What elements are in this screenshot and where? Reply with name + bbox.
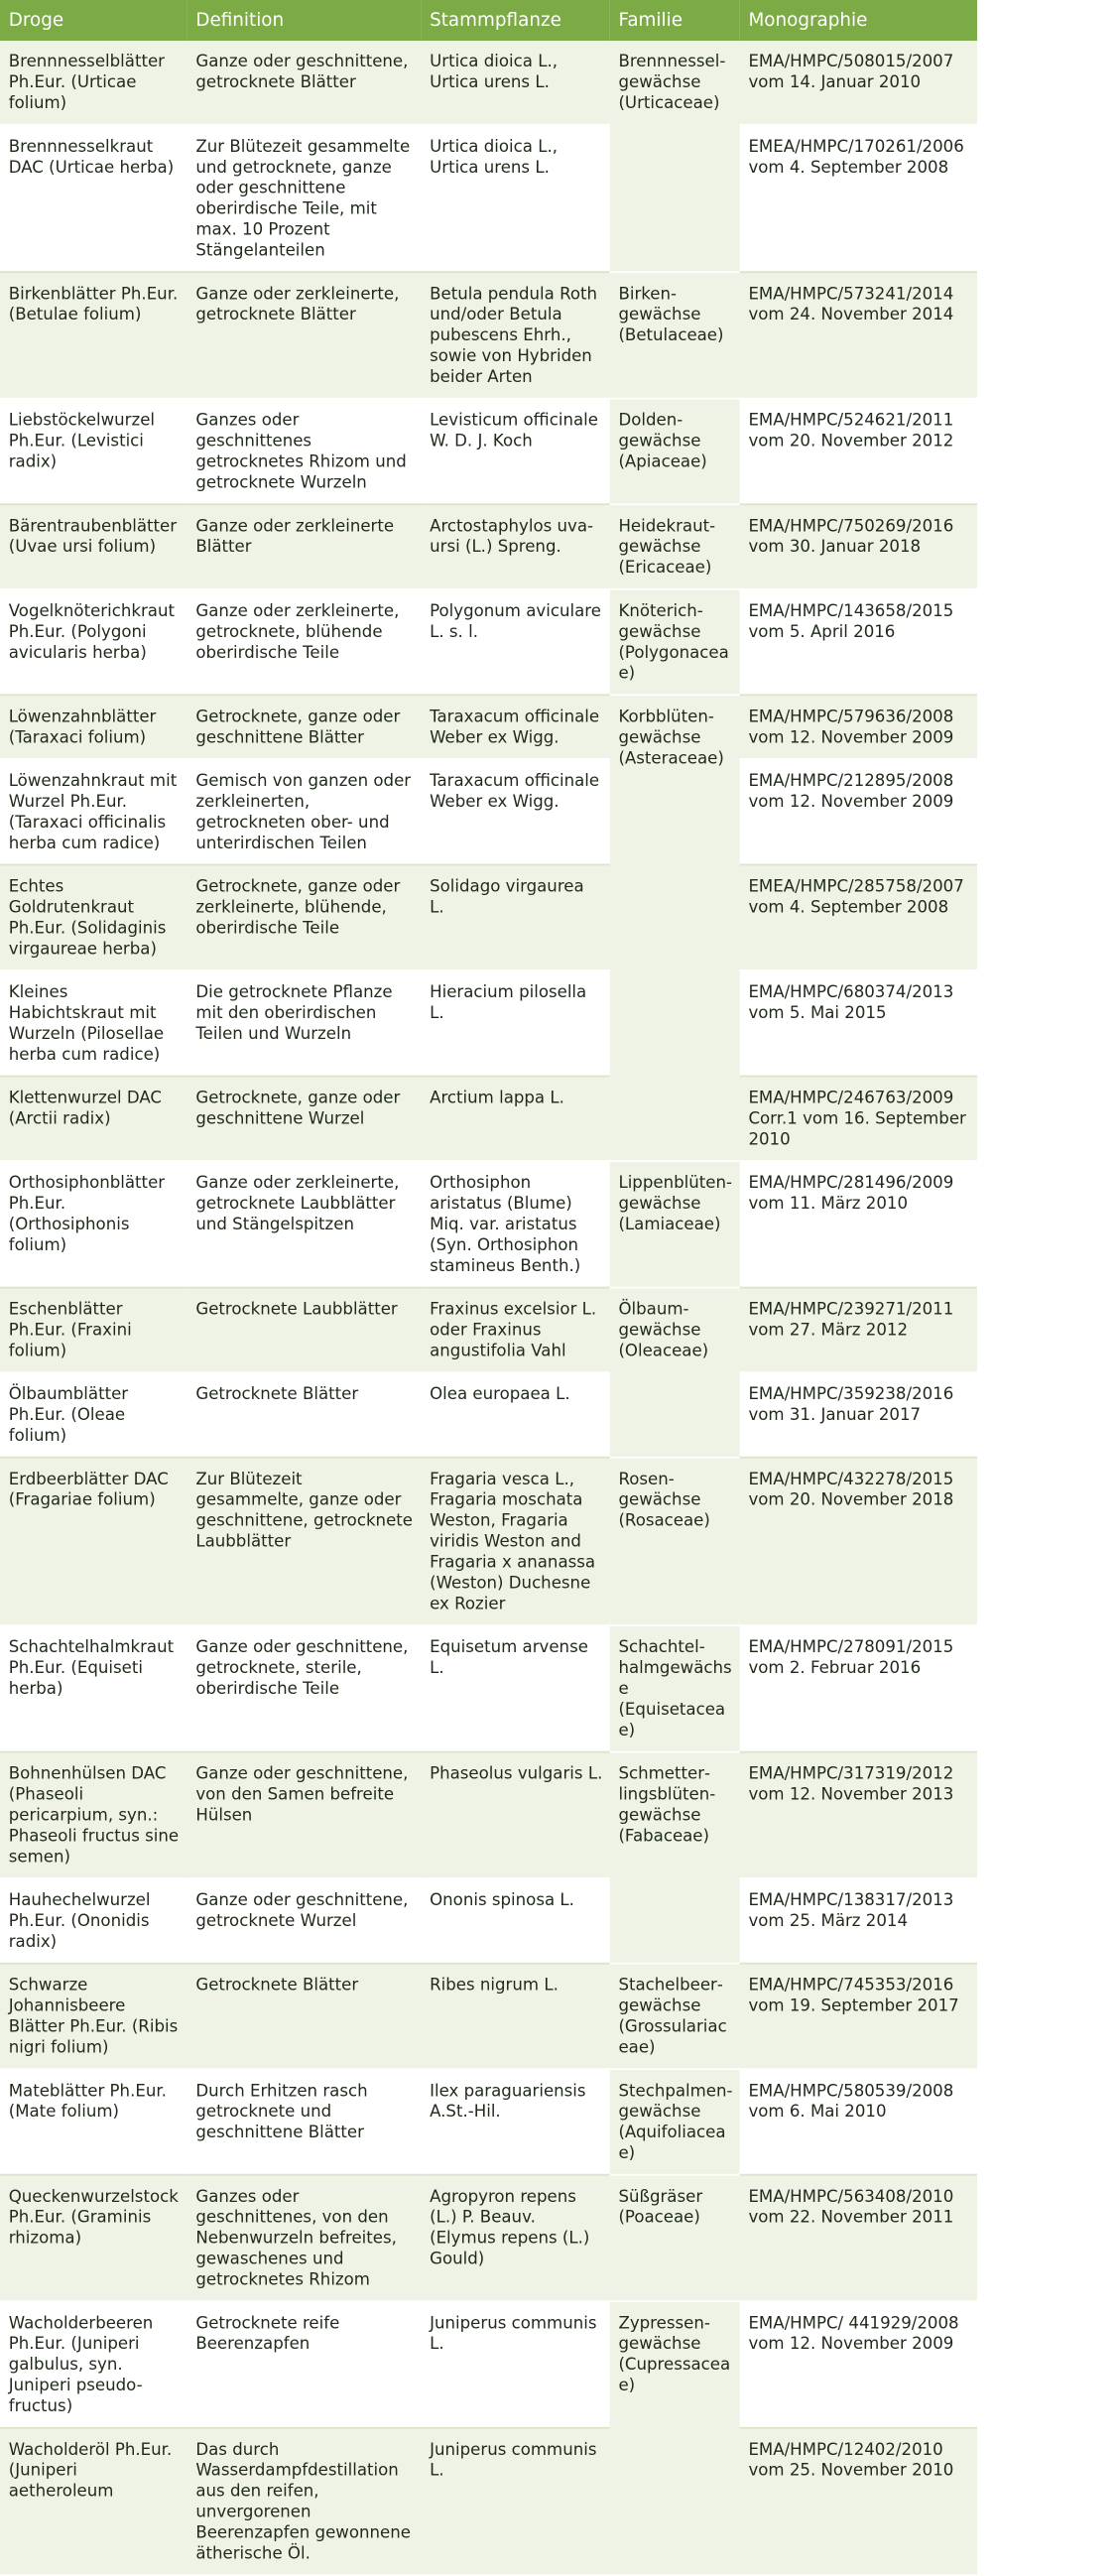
cell-monographie: EMA/HMPC/278091/2015 vom 2. Februar 2016 bbox=[740, 1625, 977, 1751]
cell-droge: Klettenwurzel DAC (Arctii radix) bbox=[0, 1077, 187, 1162]
cell-stammpflanze: Levisticum officinale W. D. J. Koch bbox=[421, 399, 609, 505]
cell-familie: Süßgräser (Poaceae) bbox=[610, 2175, 740, 2301]
table-row bbox=[0, 1964, 977, 2070]
cell-definition: Ganze oder geschnittene, getrocknete Wurzel bbox=[187, 1878, 422, 1964]
cell-definition: Getrocknete, ganze oder geschnittene Wurzel bbox=[187, 1077, 422, 1162]
cell-droge: Ölbaumblätter Ph.Eur. (Oleae folium) bbox=[0, 1372, 187, 1458]
cell-monographie: EMA/HMPC/580539/2008 vom 6. Mai 2010 bbox=[740, 2069, 977, 2175]
cell-familie: Heidekrautgewächse (Ericaceae) bbox=[610, 504, 740, 589]
cell-monographie: EMA/HMPC/ 441929/2008 vom 12. November 2009 bbox=[740, 2301, 977, 2427]
cell-definition: Getrocknete Laubblätter bbox=[187, 1288, 422, 1373]
table-row bbox=[0, 399, 977, 505]
cell-stammpflanze: Ribes nigrum L. bbox=[421, 1964, 609, 2070]
cell-monographie: EMA/HMPC/317319/2012 vom 12. November 2013 bbox=[740, 1752, 977, 1878]
cell-droge: Wacholderbeeren Ph.Eur. (Juniperi galbulus, syn. Juniperi pseudo-fructus) bbox=[0, 2301, 187, 2427]
table-row bbox=[0, 970, 977, 1077]
cell-definition: Getrocknete Blätter bbox=[187, 1964, 422, 2070]
cell-monographie: EMA/HMPC/138317/2013 vom 25. März 2014 bbox=[740, 1878, 977, 1964]
cell-monographie: EMA/HMPC/524621/2011 vom 20. November 2012 bbox=[740, 399, 977, 505]
cell-definition: Durch Erhitzen rasch getrocknete und geschnittene Blätter bbox=[187, 2069, 422, 2175]
cell-droge: Echtes Goldrutenkraut Ph.Eur. (Solidaginis virgaureae herba) bbox=[0, 864, 187, 970]
cell-monographie: EMA/HMPC/212895/2008 vom 12. November 2009 bbox=[740, 759, 977, 865]
cell-stammpflanze: Fraxinus excelsior L. oder Fraxinus angustifolia Vahl bbox=[421, 1288, 609, 1373]
cell-familie: Knöterichgewächse (Polygonaceae) bbox=[610, 589, 740, 696]
cell-droge: Brennnesselkraut DAC (Urticae herba) bbox=[0, 125, 187, 272]
table-body bbox=[0, 41, 977, 2575]
cell-monographie: EMA/HMPC/143658/2015 vom 5. April 2016 bbox=[740, 589, 977, 696]
table-row bbox=[0, 1077, 977, 1162]
header-row bbox=[0, 0, 977, 41]
table-row bbox=[0, 2428, 977, 2575]
cell-definition: Ganze oder geschnittene, getrocknete Blätter bbox=[187, 41, 422, 125]
cell-stammpflanze: Arctium lappa L. bbox=[421, 1077, 609, 1162]
cell-definition: Gemisch von ganzen oder zerkleinerten, getrockneten ober- und unterirdischen Teilen bbox=[187, 759, 422, 865]
cell-droge: Vogelknöterichkraut Ph.Eur. (Polygoni avicularis herba) bbox=[0, 589, 187, 696]
cell-stammpflanze: Solidago virgaurea L. bbox=[421, 864, 609, 970]
table-row bbox=[0, 2301, 977, 2427]
cell-definition: Getrocknete, ganze oder geschnittene Blätter bbox=[187, 695, 422, 759]
table-row bbox=[0, 759, 977, 865]
cell-familie: Brennnesselgewächse (Urticaceae) bbox=[610, 41, 740, 272]
cell-definition: Ganze oder geschnittene, getrocknete, sterile, oberirdische Teile bbox=[187, 1625, 422, 1751]
cell-droge: Hauhechelwurzel Ph.Eur. (Ononidis radix) bbox=[0, 1878, 187, 1964]
cell-droge: Löwenzahnkraut mit Wurzel Ph.Eur. (Taraxaci officinalis herba cum radice) bbox=[0, 759, 187, 865]
cell-stammpflanze: Polygonum aviculare L. s. l. bbox=[421, 589, 609, 696]
table-row bbox=[0, 2175, 977, 2301]
cell-monographie: EMA/HMPC/12402/2010 vom 25. November 2010 bbox=[740, 2428, 977, 2575]
cell-stammpflanze: Orthosiphon aristatus (Blume) Miq. var. aristatus (Syn. Orthosiphon stamineus Benth.) bbox=[421, 1161, 609, 1287]
cell-monographie: EMA/HMPC/246763/2009 Corr.1 vom 16. September 2010 bbox=[740, 1077, 977, 1162]
cell-definition: Ganze oder zerkleinerte Blätter bbox=[187, 504, 422, 589]
cell-definition: Ganze oder zerkleinerte, getrocknete, blühende oberirdische Teile bbox=[187, 589, 422, 696]
table-row bbox=[0, 1458, 977, 1625]
table-row bbox=[0, 1288, 977, 1373]
cell-stammpflanze: Olea europaea L. bbox=[421, 1372, 609, 1458]
cell-definition: Das durch Wasserdampfdestillation aus den reifen, unvergorenen Beerenzapfen gewonnene ätherische Öl. bbox=[187, 2428, 422, 2575]
table-row bbox=[0, 1878, 977, 1964]
table-row bbox=[0, 1752, 977, 1878]
cell-familie: Schmetterlingsblütengewächse (Fabaceae) bbox=[610, 1752, 740, 1964]
cell-definition: Ganze oder geschnittene, von den Samen befreite Hülsen bbox=[187, 1752, 422, 1878]
cell-familie: Rosengewächse (Rosaceae) bbox=[610, 1458, 740, 1625]
cell-stammpflanze: Fragaria vesca L., Fragaria moschata Weston, Fragaria viridis Weston and Fragaria x ananassa (Weston) Duchesne ex Rozier bbox=[421, 1458, 609, 1625]
cell-definition: Ganzes oder geschnittenes getrocknetes Rhizom und getrocknete Wurzeln bbox=[187, 399, 422, 505]
cell-definition: Zur Blütezeit gesammelte und getrocknete, ganze oder geschnittene oberirdische Teile, mit max. 10 Prozent Stängelanteilen bbox=[187, 125, 422, 272]
table-row bbox=[0, 125, 977, 272]
cell-monographie: EMA/HMPC/680374/2013 vom 5. Mai 2015 bbox=[740, 970, 977, 1077]
cell-definition: Getrocknete reife Beerenzapfen bbox=[187, 2301, 422, 2427]
cell-stammpflanze: Equisetum arvense L. bbox=[421, 1625, 609, 1751]
cell-monographie: EMA/HMPC/281496/2009 vom 11. März 2010 bbox=[740, 1161, 977, 1287]
cell-stammpflanze: Urtica dioica L., Urtica urens L. bbox=[421, 125, 609, 272]
cell-definition: Ganzes oder geschnittenes, von den Nebenwurzeln befreites, gewaschenes und getrocknetes Rhizom bbox=[187, 2175, 422, 2301]
cell-stammpflanze: Juniperus communis L. bbox=[421, 2301, 609, 2427]
cell-familie: Schachtelhalmgewächse (Equisetaceae) bbox=[610, 1625, 740, 1751]
cell-stammpflanze: Urtica dioica L., Urtica urens L. bbox=[421, 41, 609, 125]
cell-familie: Stachelbeergewächse (Grossulariaceae) bbox=[610, 1964, 740, 2070]
cell-definition: Ganze oder zerkleinerte, getrocknete Blätter bbox=[187, 272, 422, 398]
cell-droge: Brennnesselblätter Ph.Eur. (Urticae folium) bbox=[0, 41, 187, 125]
cell-familie: Ölbaumgewächse (Oleaceae) bbox=[610, 1288, 740, 1458]
cell-droge: Erdbeerblätter DAC (Fragariae folium) bbox=[0, 1458, 187, 1625]
table-row bbox=[0, 589, 977, 696]
table-row bbox=[0, 2069, 977, 2175]
cell-stammpflanze: Hieracium pilosella L. bbox=[421, 970, 609, 1077]
cell-monographie: EMEA/HMPC/285758/2007 vom 4. September 2008 bbox=[740, 864, 977, 970]
cell-droge: Wacholderöl Ph.Eur. (Juniperi aetheroleum bbox=[0, 2428, 187, 2575]
cell-monographie: EMA/HMPC/432278/2015 vom 20. November 2018 bbox=[740, 1458, 977, 1625]
cell-definition: Getrocknete Blätter bbox=[187, 1372, 422, 1458]
cell-stammpflanze: Juniperus communis L. bbox=[421, 2428, 609, 2575]
cell-familie: Lippenblütengewächse (Lamiaceae) bbox=[610, 1161, 740, 1287]
cell-droge: Kleines Habichtskraut mit Wurzeln (Pilosellae herba cum radice) bbox=[0, 970, 187, 1077]
cell-familie: Korbblütengewächse (Asteraceae) bbox=[610, 695, 740, 1161]
cell-droge: Liebstöckelwurzel Ph.Eur. (Levistici radix) bbox=[0, 399, 187, 505]
table-row bbox=[0, 41, 977, 125]
cell-droge: Eschenblätter Ph.Eur. (Fraxini folium) bbox=[0, 1288, 187, 1373]
cell-droge: Bohnenhülsen DAC (Phaseoli pericarpium, syn.: Phaseoli fructus sine semen) bbox=[0, 1752, 187, 1878]
table-row bbox=[0, 504, 977, 589]
cell-droge: Löwenzahnblätter (Taraxaci folium) bbox=[0, 695, 187, 759]
cell-monographie: EMEA/HMPC/170261/2006 vom 4. September 2008 bbox=[740, 125, 977, 272]
table-row bbox=[0, 695, 977, 759]
cell-stammpflanze: Taraxacum officinale Weber ex Wigg. bbox=[421, 759, 609, 865]
cell-definition: Die getrocknete Pflanze mit den oberirdischen Teilen und Wurzeln bbox=[187, 970, 422, 1077]
cell-monographie: EMA/HMPC/745353/2016 vom 19. September 2017 bbox=[740, 1964, 977, 2070]
cell-familie: Birkengewächse (Betulaceae) bbox=[610, 272, 740, 398]
cell-droge: Mateblätter Ph.Eur. (Mate folium) bbox=[0, 2069, 187, 2175]
cell-monographie: EMA/HMPC/573241/2014 vom 24. November 2014 bbox=[740, 272, 977, 398]
cell-monographie: EMA/HMPC/750269/2016 vom 30. Januar 2018 bbox=[740, 504, 977, 589]
cell-familie: Doldengewächse (Apiaceae) bbox=[610, 399, 740, 505]
cell-droge: Queckenwurzelstock Ph.Eur. (Graminis rhizoma) bbox=[0, 2175, 187, 2301]
cell-stammpflanze: Phaseolus vulgaris L. bbox=[421, 1752, 609, 1878]
cell-stammpflanze: Ononis spinosa L. bbox=[421, 1878, 609, 1964]
cell-definition: Getrocknete, ganze oder zerkleinerte, blühende, oberirdische Teile bbox=[187, 864, 422, 970]
cell-droge: Bärentraubenblätter (Uvae ursi folium) bbox=[0, 504, 187, 589]
cell-droge: Birkenblätter Ph.Eur. (Betulae folium) bbox=[0, 272, 187, 398]
header-familie: Familie bbox=[610, 0, 740, 41]
cell-monographie: EMA/HMPC/508015/2007 vom 14. Januar 2010 bbox=[740, 41, 977, 125]
cell-droge: Schwarze Johannisbeere Blätter Ph.Eur. (Ribis nigri folium) bbox=[0, 1964, 187, 2070]
table-row bbox=[0, 864, 977, 970]
cell-droge: Schachtelhalmkraut Ph.Eur. (Equiseti herba) bbox=[0, 1625, 187, 1751]
cell-familie: Stechpalmengewächse (Aquifoliaceae) bbox=[610, 2069, 740, 2175]
table-row bbox=[0, 1372, 977, 1458]
cell-stammpflanze: Ilex paraguariensis A.St.-Hil. bbox=[421, 2069, 609, 2175]
table-row bbox=[0, 1625, 977, 1751]
cell-stammpflanze: Arctostaphylos uva-ursi (L.) Spreng. bbox=[421, 504, 609, 589]
table-row bbox=[0, 272, 977, 398]
cell-droge: Orthosiphonblätter Ph.Eur. (Orthosiphonis folium) bbox=[0, 1161, 187, 1287]
cell-monographie: EMA/HMPC/563408/2010 vom 22. November 2011 bbox=[740, 2175, 977, 2301]
cell-familie: Zypressengewächse (Cupressaceae) bbox=[610, 2301, 740, 2575]
header-definition: Definition bbox=[187, 0, 422, 41]
cell-monographie: EMA/HMPC/239271/2011 vom 27. März 2012 bbox=[740, 1288, 977, 1373]
table-row bbox=[0, 1161, 977, 1287]
cell-definition: Ganze oder zerkleinerte, getrocknete Laubblätter und Stängelspitzen bbox=[187, 1161, 422, 1287]
cell-stammpflanze: Taraxacum officinale Weber ex Wigg. bbox=[421, 695, 609, 759]
header-droge: Droge bbox=[0, 0, 187, 41]
cell-monographie: EMA/HMPC/359238/2016 vom 31. Januar 2017 bbox=[740, 1372, 977, 1458]
header-stammpflanze: Stammpflanze bbox=[421, 0, 609, 41]
cell-definition: Zur Blütezeit gesammelte, ganze oder geschnittene, getrocknete Laubblätter bbox=[187, 1458, 422, 1625]
cell-stammpflanze: Agropyron repens (L.) P. Beauv. (Elymus repens (L.) Gould) bbox=[421, 2175, 609, 2301]
cell-monographie: EMA/HMPC/579636/2008 vom 12. November 2009 bbox=[740, 695, 977, 759]
cell-stammpflanze: Betula pendula Roth und/oder Betula pubescens Ehrh., sowie von Hybriden beider Arten bbox=[421, 272, 609, 398]
header-monographie: Monographie bbox=[740, 0, 977, 41]
